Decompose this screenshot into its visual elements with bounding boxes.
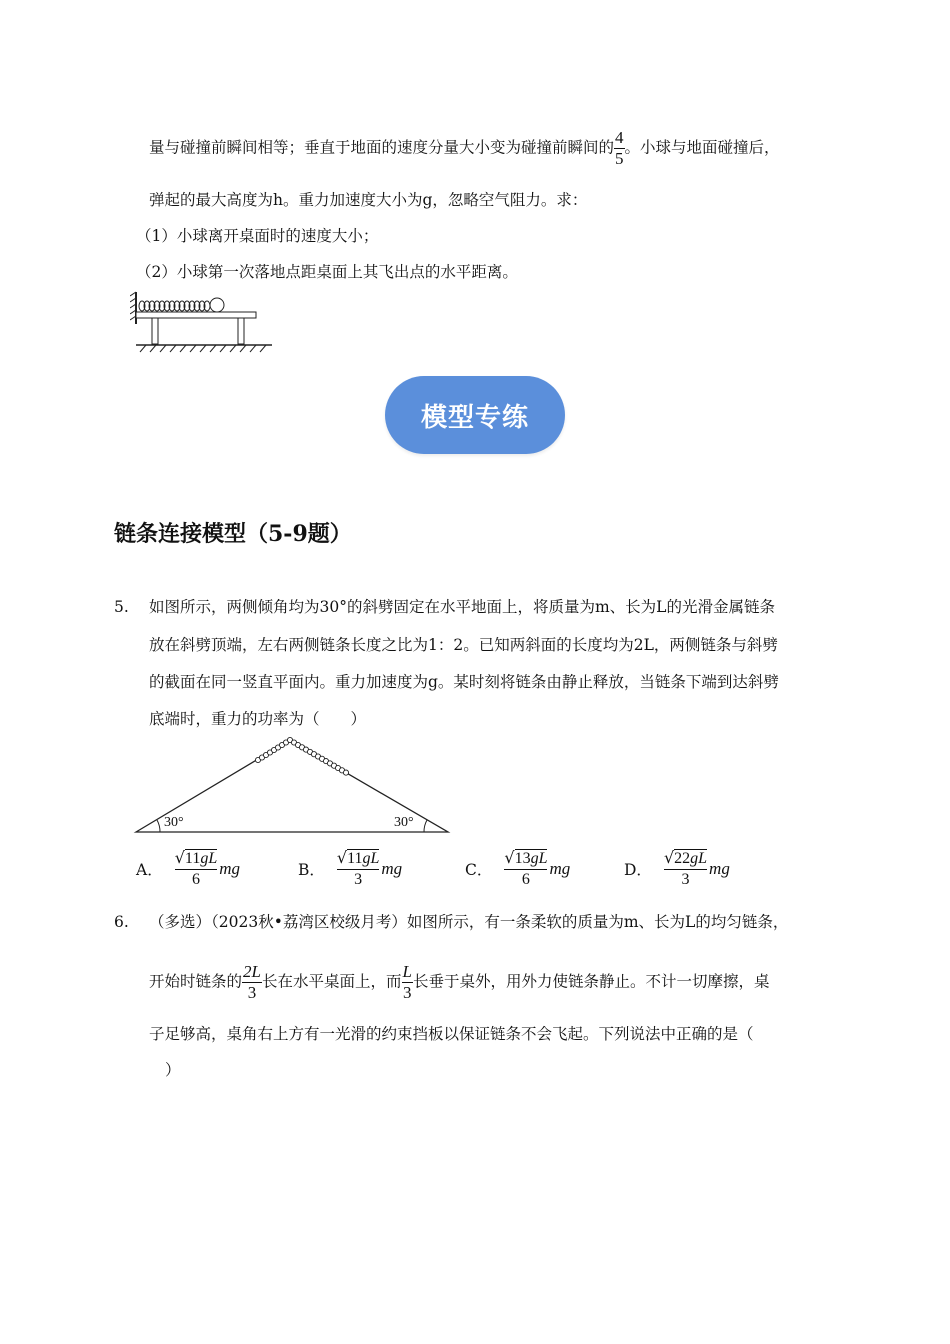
text-segment: 开始时链条的 [149,972,243,991]
sqrt-icon: √ [336,848,348,867]
fraction-denominator: 5 [615,149,624,168]
radicand-var: gL [362,850,380,867]
spring-table-figure [130,290,280,356]
option-label: B． [298,861,325,879]
option-a[interactable] [136,848,240,890]
fraction-one-third-l [402,962,413,1003]
radicand-coef: 11 [184,850,201,867]
angle-label-right: 30° [394,815,414,830]
text-segment: 。小球与地面碰撞后， [624,138,780,157]
problem-line: 底端时，重力的功率为（ ） [149,710,367,728]
sqrt-icon: √ [663,848,675,867]
text-segment: 长垂于桌外，用外力使链条静止。不计一切摩擦，桌 [412,972,770,991]
problem-line [149,962,769,1003]
radical-fraction [175,848,218,890]
text-segment: 长在水平桌面上，而 [261,972,402,991]
unit: mg [219,859,240,878]
problem-line: （多选）（2023秋•荔湾区校级月考）如图所示，有一条柔软的质量为m、长为L的均匀链条， [149,913,789,931]
radical-fraction [504,848,547,890]
section-banner: 模型专练 [385,376,565,454]
denominator: 3 [337,869,380,890]
denominator: 6 [504,869,547,890]
denominator: 3 [664,869,707,890]
sqrt-icon: √ [174,848,185,867]
option-label: A． [136,861,163,879]
problem-line: 的截面在同一竖直平面内。重力加速度为g。某时刻将链条由静止释放，当链条下端到达斜劈 [149,673,779,691]
sqrt-icon: √ [504,848,515,867]
radicand-var: gL [690,850,708,867]
angle-label-left: 30° [164,815,184,830]
radicand-var: gL [200,850,218,867]
option-label: C． [465,861,493,879]
problem-number: 6. [114,913,129,931]
option-c[interactable] [465,848,570,890]
radical-fraction [664,848,707,890]
unit: mg [549,859,571,878]
fraction-numerator: 4 [615,128,624,147]
option-b[interactable] [298,848,402,890]
fraction-denominator: 3 [242,982,262,1003]
radicand-coef: 13 [514,850,531,867]
fraction-two-thirds-l [242,962,262,1003]
section-title: 链条连接模型（5-9题） [114,521,352,547]
radical-fraction [337,848,380,890]
paragraph-line [149,128,780,169]
problem-line: 放在斜劈顶端，左右两侧链条长度之比为1：2。已知两斜面的长度均为2L，两侧链条与斜劈 [149,636,778,654]
fraction-numerator: L [402,962,412,981]
fraction-denominator: 3 [402,983,412,1002]
problem-line: 如图所示，两侧倾角均为30°的斜劈固定在水平地面上，将质量为m、长为L的光滑金属链条 [149,598,775,616]
option-d[interactable] [624,848,730,890]
paragraph-line: 弹起的最大高度为h。重力加速度大小为g，忽略空气阻力。求： [149,191,588,209]
radicand-var: gL [530,850,548,867]
fraction-numerator: 2L [243,962,261,981]
problem-number: 5. [114,598,129,616]
question-1: （1）小球离开桌面时的速度大小； [136,227,379,245]
unit: mg [709,859,730,878]
denominator: 6 [175,869,218,890]
radicand-coef: 22 [674,850,691,867]
text-segment: 量与碰撞前瞬间相等；垂直于地面的速度分量大小变为碰撞前瞬间的 [149,138,615,157]
radicand-coef: 11 [347,850,363,867]
option-label: D． [624,861,652,879]
unit: mg [381,859,403,878]
problem-line: 子足够高，桌角右上方有一光滑的约束挡板以保证链条不会飞起。下列说法中正确的是（ [149,1025,754,1043]
problem-line: ） [165,1061,181,1079]
question-2: （2）小球第一次落地点距桌面上其飞出点的水平距离。 [136,263,518,281]
fraction-four-fifths [614,128,625,169]
